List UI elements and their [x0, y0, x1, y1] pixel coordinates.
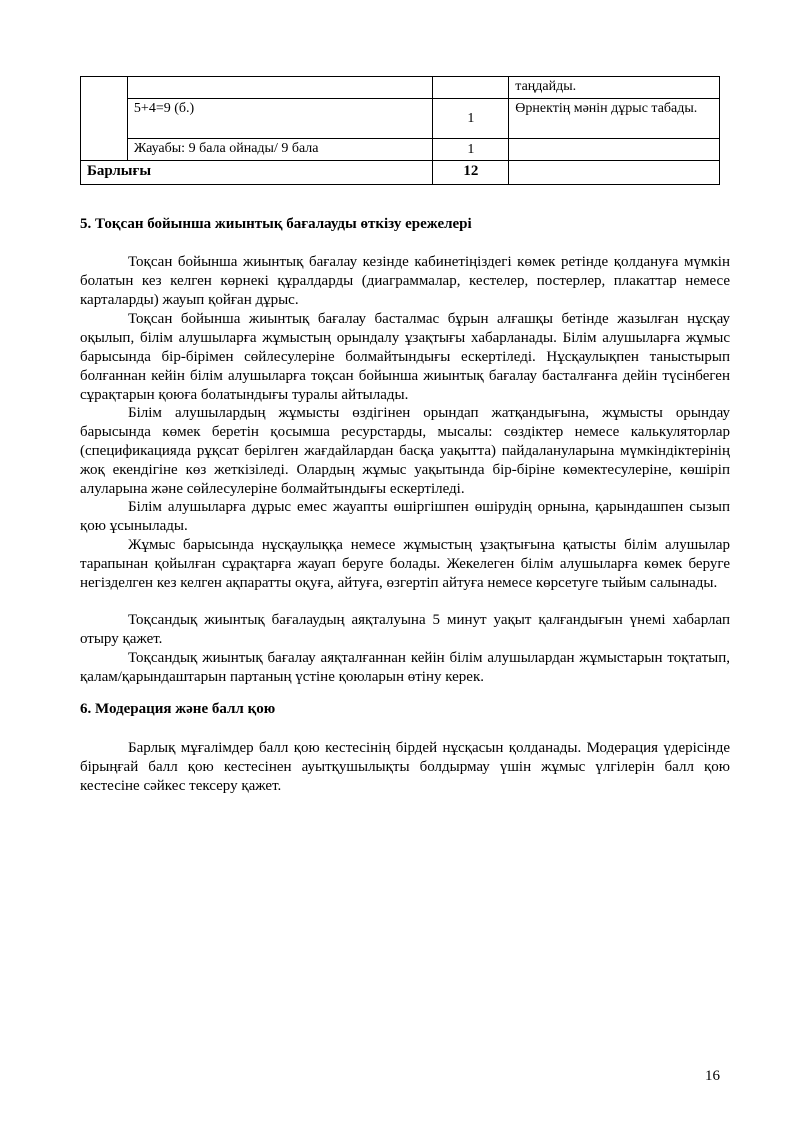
table-row — [81, 139, 720, 161]
paragraph: Барлық мұғалімдер балл қою кестесінің бірдей нұсқасын қолданады. Модерация үдерісінде бірыңғай балл қою кестесінен ауытқушылықты болдырмау үшін жұмыс үлгілерін балл қою кестесіне сәйкес тексеру қажет. — [80, 740, 730, 794]
table-cell-empty — [509, 161, 720, 185]
table-cell-descriptor: Өрнектің мәнін дұрыс табады. — [509, 99, 720, 139]
total-label: Барлығы — [81, 161, 433, 185]
paragraph: Тоқсандық жиынтық бағалаудың аяқталуына 5 минут уақыт қалғандығын үнемі хабарлап отыру қажет. — [80, 612, 730, 647]
scoring-table — [80, 76, 720, 185]
section-6-heading: 6. Модерация және балл қою — [80, 701, 276, 717]
paragraph: Тоқсан бойынша жиынтық бағалау кезінде кабинетіңіздегі көмек ретінде қолдануға мүмкін болатын кез келген көрнекі құралдарды (диаграммалар, кестелер, постерлер, плакаттар немесе карталарды) жауып қойған дұрыс. — [80, 254, 730, 308]
table-row — [81, 77, 720, 99]
table-cell-solution — [127, 77, 432, 99]
paragraph: Тоқсан бойынша жиынтық бағалау басталмас бұрын алғашқы бетінде жазылған нұсқау оқылып, білім алушыларға жұмыстың орындалу ұзақтығы хабарланады. Білім алушыларға жұмыс барысында бір-бірімен сөйлесулеріне болмайтындығы ескертіледі. Нұсқаулықпен таныстырып болғаннан кейін білім алушыларға тоқсан бойынша жиынтық бағалау басталғанға дейін түсінбеген сұрақтарын қоюға болатындығы туралы айтылады. — [80, 311, 730, 403]
table-cell-solution: Жауабы: 9 бала ойнады/ 9 бала — [127, 139, 432, 161]
table-cell-descriptor: таңдайды. — [509, 77, 720, 99]
page-number: 16 — [705, 1068, 720, 1084]
table-cell-solution: 5+4=9 (б.) — [127, 99, 432, 139]
section-5-heading: 5. Тоқсан бойынша жиынтық бағалауды өткізу ережелері — [80, 216, 472, 232]
paragraph: Жұмыс барысында нұсқаулыққа немесе жұмыстың ұзақтығына қатысты білім алушылар тарапынан қойылған сұрақтарға жауап беруге болады. Жекелеген білім алушыларға көмек беруге негізделген кез келген ақпаратты оқуға, айтуға, өзгертіп айтуға немесе көрсетуге тыйым салынады. — [80, 537, 730, 591]
paragraph: Білім алушылардың жұмысты өздігінен орындап жатқандығына, жұмысты орындау барысында көмек беретін қосымша ресурстарды, мысалы: сөздіктер немесе калькуляторлар (спецификацияда рұқсат берілген жағдайлардан басқа уақытта) пайдалануларына мүмкіндіктерінің жоқ екендігіне көз жеткізіледі. Олардың жұмыс уақытында бір-біріне көмектесулеріне, көшіріп алуларына және сөйлесулеріне болмайтындығы ескертіледі. — [80, 405, 730, 497]
total-points: 12 — [433, 161, 509, 185]
paragraph: Тоқсандық жиынтық бағалау аяқталғаннан кейін білім алушылардан жұмыстарын тоқтатып, қалам/қарындаштарын партаның үстіне қоюларын өтіну керек. — [80, 650, 730, 685]
table-cell-points: 1 — [433, 99, 509, 139]
table-total-row — [81, 161, 720, 185]
table-cell-merged — [81, 77, 128, 161]
table-cell-points — [433, 77, 509, 99]
table-cell-descriptor — [509, 139, 720, 161]
table-row — [81, 99, 720, 139]
table-cell-points: 1 — [433, 139, 509, 161]
paragraph: Білім алушыларға дұрыс емес жауапты өшіргішпен өшірудің орнына, қарындашпен сызып қою ұсынылады. — [80, 499, 730, 534]
